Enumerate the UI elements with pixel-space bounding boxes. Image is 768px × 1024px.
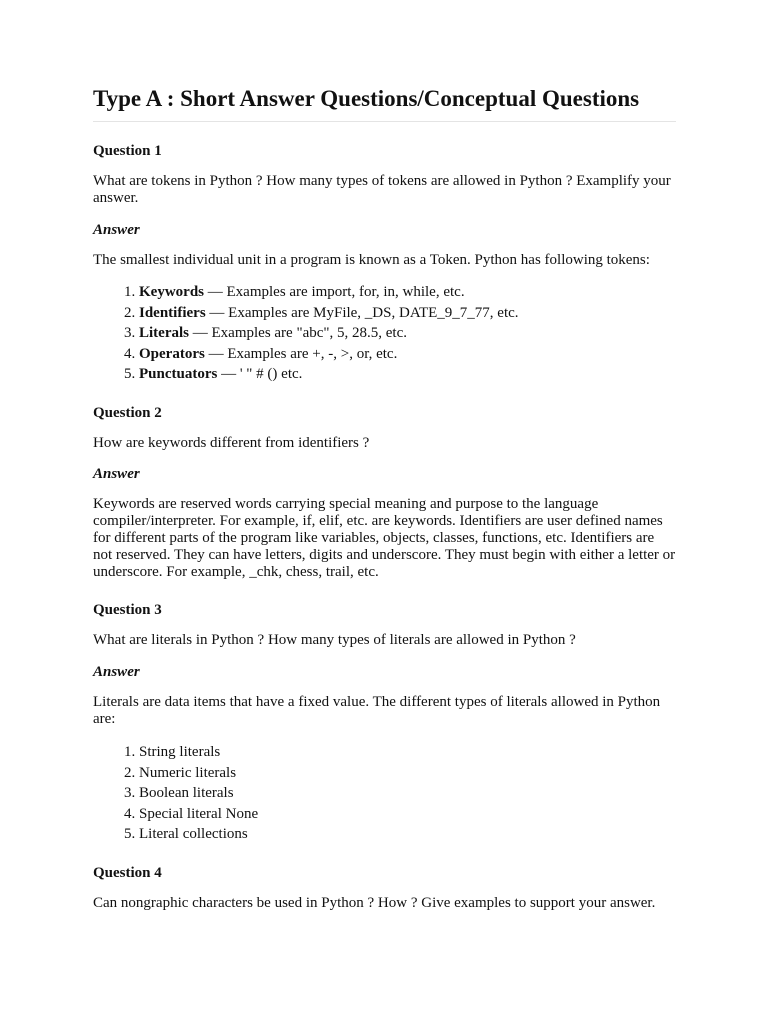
question-2-text: How are keywords different from identifiers ? bbox=[93, 435, 370, 451]
answer-3-intro: Literals are data items that have a fixed value. The different types of literals allowed in Python are: bbox=[93, 694, 661, 727]
list-item: 3. Boolean literals bbox=[139, 785, 676, 802]
list-item: 2. Numeric literals bbox=[139, 765, 676, 782]
page-title: Type A : Short Answer Questions/Conceptual Questions bbox=[93, 85, 676, 122]
token-desc: — ' " # () etc. bbox=[217, 366, 303, 382]
token-term: Punctuators bbox=[139, 366, 218, 382]
list-item bbox=[139, 366, 676, 383]
token-term: Operators bbox=[139, 345, 205, 362]
question-2-heading: Question 2 bbox=[93, 405, 162, 421]
list-item: 5. Literal collections bbox=[139, 826, 676, 843]
token-term: Keywords bbox=[139, 284, 204, 300]
question-4-heading: Question 4 bbox=[93, 865, 162, 881]
list-item: 4. Special literal None bbox=[139, 806, 676, 823]
token-desc: — Examples are MyFile, _DS, DATE_9_7_77, etc. bbox=[205, 304, 519, 321]
list-item bbox=[139, 305, 676, 322]
answer-2-text: Keywords are reserved words carrying special meaning and purpose to the language compiler/interpreter. For example, if, elif, etc. are keywords. Identifiers are user defined names for different parts of the program like variables, objects, classes, functions, etc. Identifiers are not reserved. They can have letters, digits and underscore. They must begin with either a letter or underscore. For example, _chk, chess, trail, etc. bbox=[93, 496, 676, 580]
question-1-heading: Question 1 bbox=[93, 143, 162, 159]
question-3-text: What are literals in Python ? How many types of literals are allowed in Python ? bbox=[93, 632, 576, 648]
literal-list bbox=[93, 744, 676, 843]
token-term: Identifiers bbox=[139, 304, 206, 321]
token-desc: — Examples are "abc", 5, 28.5, etc. bbox=[189, 325, 408, 341]
question-4-text: Can nongraphic characters be used in Python ? How ? Give examples to support your answer. bbox=[93, 895, 656, 911]
list-item bbox=[139, 325, 676, 342]
answer-2-heading: Answer bbox=[93, 466, 140, 482]
list-item: 1. String literals bbox=[139, 744, 676, 761]
question-3-heading: Question 3 bbox=[93, 602, 162, 618]
token-desc: — Examples are +, -, >, or, etc. bbox=[204, 345, 398, 362]
question-1-text: What are tokens in Python ? How many types of tokens are allowed in Python ? Examplify your answer. bbox=[93, 173, 671, 206]
answer-1-intro: The smallest individual unit in a program is known as a Token. Python has following tokens: bbox=[93, 252, 650, 268]
token-list bbox=[93, 284, 676, 383]
token-term: Literals bbox=[139, 325, 189, 341]
answer-1-heading: Answer bbox=[93, 222, 140, 238]
list-item bbox=[139, 284, 676, 301]
answer-3-heading: Answer bbox=[93, 664, 140, 680]
token-desc: — Examples are import, for, in, while, etc. bbox=[204, 284, 465, 300]
list-item bbox=[139, 346, 676, 363]
